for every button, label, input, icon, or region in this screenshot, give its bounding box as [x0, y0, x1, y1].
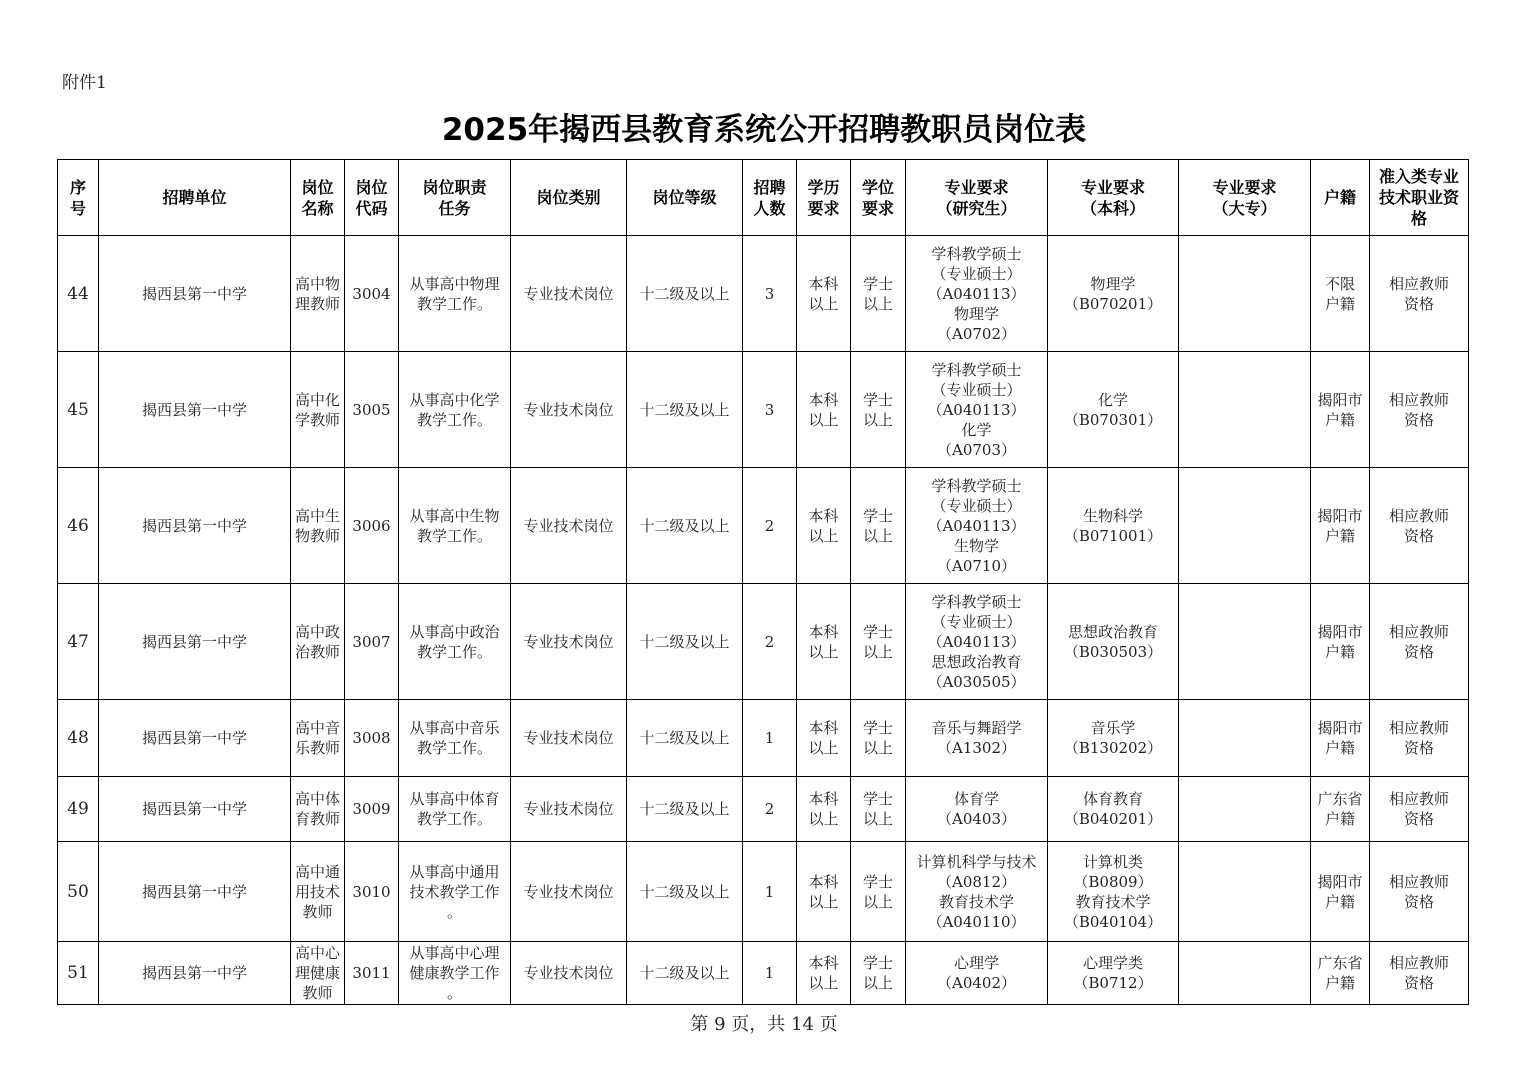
cell-code: 3007 — [345, 584, 399, 700]
cell-level: 十二级及以上 — [627, 584, 743, 700]
cell-grad: 学科教学硕士 （专业硕士） （A040113） 思想政治教育 （A030505） — [906, 584, 1048, 700]
cell-post: 高中心 理健康 教师 — [291, 942, 345, 1005]
cell-edu: 本科 以上 — [797, 352, 851, 468]
cell-level: 十二级及以上 — [627, 236, 743, 352]
header-cell-college: 专业要求 （大专） — [1179, 160, 1311, 236]
table-row — [58, 942, 1469, 1005]
cell-college — [1179, 700, 1311, 777]
cell-grad: 学科教学硕士 （专业硕士） （A040113） 化学 （A0703） — [906, 352, 1048, 468]
cell-college — [1179, 236, 1311, 352]
cell-degree: 学士 以上 — [851, 352, 906, 468]
cell-grad: 体育学 （A0403） — [906, 777, 1048, 842]
cell-no: 48 — [58, 700, 99, 777]
cell-count: 3 — [743, 236, 797, 352]
cell-degree: 学士 以上 — [851, 468, 906, 584]
cell-no: 49 — [58, 777, 99, 842]
cell-code: 3009 — [345, 777, 399, 842]
cell-category: 专业技术岗位 — [511, 584, 627, 700]
cell-duty: 从事高中政治 教学工作。 — [399, 584, 511, 700]
cell-unit: 揭西县第一中学 — [99, 584, 291, 700]
cell-edu: 本科 以上 — [797, 584, 851, 700]
cell-category: 专业技术岗位 — [511, 777, 627, 842]
cell-post: 高中通 用技术 教师 — [291, 842, 345, 942]
cell-post: 高中音 乐教师 — [291, 700, 345, 777]
attachment-label: 附件1 — [62, 73, 107, 93]
cell-grad: 心理学 （A0402） — [906, 942, 1048, 1005]
header-cell-grad: 专业要求 （研究生） — [906, 160, 1048, 236]
cell-level: 十二级及以上 — [627, 942, 743, 1005]
cell-college — [1179, 468, 1311, 584]
cell-unit: 揭西县第一中学 — [99, 468, 291, 584]
table-row — [58, 352, 1469, 468]
cell-college — [1179, 777, 1311, 842]
cell-no: 44 — [58, 236, 99, 352]
cell-duty: 从事高中化学 教学工作。 — [399, 352, 511, 468]
cell-category: 专业技术岗位 — [511, 352, 627, 468]
cell-bachelor: 计算机类 （B0809） 教育技术学 （B040104） — [1048, 842, 1179, 942]
cell-code: 3008 — [345, 700, 399, 777]
cell-unit: 揭西县第一中学 — [99, 942, 291, 1005]
job-table — [57, 159, 1469, 1005]
cell-qual: 相应教师 资格 — [1370, 352, 1469, 468]
cell-hukou: 揭阳市 户籍 — [1311, 352, 1370, 468]
cell-degree: 学士 以上 — [851, 777, 906, 842]
cell-qual: 相应教师 资格 — [1370, 777, 1469, 842]
cell-hukou: 揭阳市 户籍 — [1311, 584, 1370, 700]
header-cell-duty: 岗位职责 任务 — [399, 160, 511, 236]
cell-bachelor: 音乐学 （B130202） — [1048, 700, 1179, 777]
cell-bachelor: 体育教育 （B040201） — [1048, 777, 1179, 842]
cell-college — [1179, 352, 1311, 468]
cell-qual: 相应教师 资格 — [1370, 942, 1469, 1005]
cell-post: 高中物 理教师 — [291, 236, 345, 352]
cell-bachelor: 物理学 （B070201） — [1048, 236, 1179, 352]
cell-hukou: 揭阳市 户籍 — [1311, 468, 1370, 584]
cell-grad: 计算机科学与技术 （A0812） 教育技术学 （A040110） — [906, 842, 1048, 942]
cell-no: 45 — [58, 352, 99, 468]
cell-college — [1179, 942, 1311, 1005]
cell-code: 3004 — [345, 236, 399, 352]
cell-edu: 本科 以上 — [797, 942, 851, 1005]
cell-level: 十二级及以上 — [627, 352, 743, 468]
cell-count: 1 — [743, 942, 797, 1005]
cell-category: 专业技术岗位 — [511, 236, 627, 352]
table-row — [58, 700, 1469, 777]
page-footer: 第 9 页，共 14 页 — [690, 1014, 838, 1035]
table-row — [58, 584, 1469, 700]
header-row — [58, 160, 1469, 236]
cell-grad: 音乐与舞蹈学 （A1302） — [906, 700, 1048, 777]
cell-degree: 学士 以上 — [851, 700, 906, 777]
cell-post: 高中体 育教师 — [291, 777, 345, 842]
cell-no: 47 — [58, 584, 99, 700]
table-row — [58, 468, 1469, 584]
cell-unit: 揭西县第一中学 — [99, 700, 291, 777]
header-cell-hukou: 户籍 — [1311, 160, 1370, 236]
header-cell-qual: 准入类专业 技术职业资 格 — [1370, 160, 1469, 236]
cell-hukou: 揭阳市 户籍 — [1311, 700, 1370, 777]
cell-level: 十二级及以上 — [627, 777, 743, 842]
cell-duty: 从事高中心理 健康教学工作 。 — [399, 942, 511, 1005]
cell-edu: 本科 以上 — [797, 777, 851, 842]
cell-duty: 从事高中音乐 教学工作。 — [399, 700, 511, 777]
cell-count: 2 — [743, 777, 797, 842]
cell-duty: 从事高中物理 教学工作。 — [399, 236, 511, 352]
cell-hukou: 广东省 户籍 — [1311, 777, 1370, 842]
cell-count: 2 — [743, 584, 797, 700]
header-cell-code: 岗位 代码 — [345, 160, 399, 236]
cell-college — [1179, 842, 1311, 942]
cell-count: 1 — [743, 700, 797, 777]
cell-count: 1 — [743, 842, 797, 942]
cell-grad: 学科教学硕士 （专业硕士） （A040113） 物理学 （A0702） — [906, 236, 1048, 352]
header-cell-count: 招聘 人数 — [743, 160, 797, 236]
table-row — [58, 777, 1469, 842]
cell-hukou: 广东省 户籍 — [1311, 942, 1370, 1005]
header-cell-degree: 学位 要求 — [851, 160, 906, 236]
cell-count: 3 — [743, 352, 797, 468]
cell-category: 专业技术岗位 — [511, 942, 627, 1005]
page-title: 2025年揭西县教育系统公开招聘教职员岗位表 — [441, 112, 1087, 148]
cell-category: 专业技术岗位 — [511, 468, 627, 584]
cell-post: 高中生 物教师 — [291, 468, 345, 584]
cell-edu: 本科 以上 — [797, 468, 851, 584]
table-row — [58, 842, 1469, 942]
cell-level: 十二级及以上 — [627, 468, 743, 584]
header-cell-level: 岗位等级 — [627, 160, 743, 236]
cell-no: 51 — [58, 942, 99, 1005]
cell-qual: 相应教师 资格 — [1370, 468, 1469, 584]
cell-category: 专业技术岗位 — [511, 700, 627, 777]
cell-hukou: 揭阳市 户籍 — [1311, 842, 1370, 942]
cell-no: 46 — [58, 468, 99, 584]
cell-degree: 学士 以上 — [851, 584, 906, 700]
cell-grad: 学科教学硕士 （专业硕士） （A040113） 生物学 （A0710） — [906, 468, 1048, 584]
cell-bachelor: 生物科学 （B071001） — [1048, 468, 1179, 584]
cell-hukou: 不限 户籍 — [1311, 236, 1370, 352]
cell-post: 高中政 治教师 — [291, 584, 345, 700]
cell-edu: 本科 以上 — [797, 842, 851, 942]
cell-no: 50 — [58, 842, 99, 942]
cell-qual: 相应教师 资格 — [1370, 236, 1469, 352]
cell-bachelor: 思想政治教育 （B030503） — [1048, 584, 1179, 700]
cell-degree: 学士 以上 — [851, 842, 906, 942]
cell-college — [1179, 584, 1311, 700]
cell-duty: 从事高中体育 教学工作。 — [399, 777, 511, 842]
cell-unit: 揭西县第一中学 — [99, 236, 291, 352]
cell-count: 2 — [743, 468, 797, 584]
cell-qual: 相应教师 资格 — [1370, 842, 1469, 942]
cell-degree: 学士 以上 — [851, 942, 906, 1005]
cell-level: 十二级及以上 — [627, 700, 743, 777]
header-cell-unit: 招聘单位 — [99, 160, 291, 236]
cell-edu: 本科 以上 — [797, 236, 851, 352]
cell-post: 高中化 学教师 — [291, 352, 345, 468]
cell-qual: 相应教师 资格 — [1370, 584, 1469, 700]
cell-bachelor: 化学 （B070301） — [1048, 352, 1179, 468]
cell-duty: 从事高中通用 技术教学工作 。 — [399, 842, 511, 942]
cell-degree: 学士 以上 — [851, 236, 906, 352]
cell-unit: 揭西县第一中学 — [99, 842, 291, 942]
table-row — [58, 236, 1469, 352]
cell-edu: 本科 以上 — [797, 700, 851, 777]
cell-level: 十二级及以上 — [627, 842, 743, 942]
cell-code: 3010 — [345, 842, 399, 942]
header-cell-edu: 学历 要求 — [797, 160, 851, 236]
cell-bachelor: 心理学类 （B0712） — [1048, 942, 1179, 1005]
cell-code: 3006 — [345, 468, 399, 584]
cell-code: 3005 — [345, 352, 399, 468]
cell-category: 专业技术岗位 — [511, 842, 627, 942]
header-cell-category: 岗位类别 — [511, 160, 627, 236]
header-cell-bachelor: 专业要求 （本科） — [1048, 160, 1179, 236]
cell-code: 3011 — [345, 942, 399, 1005]
cell-qual: 相应教师 资格 — [1370, 700, 1469, 777]
cell-unit: 揭西县第一中学 — [99, 352, 291, 468]
header-cell-no: 序 号 — [58, 160, 99, 236]
cell-duty: 从事高中生物 教学工作。 — [399, 468, 511, 584]
cell-unit: 揭西县第一中学 — [99, 777, 291, 842]
header-cell-post: 岗位 名称 — [291, 160, 345, 236]
